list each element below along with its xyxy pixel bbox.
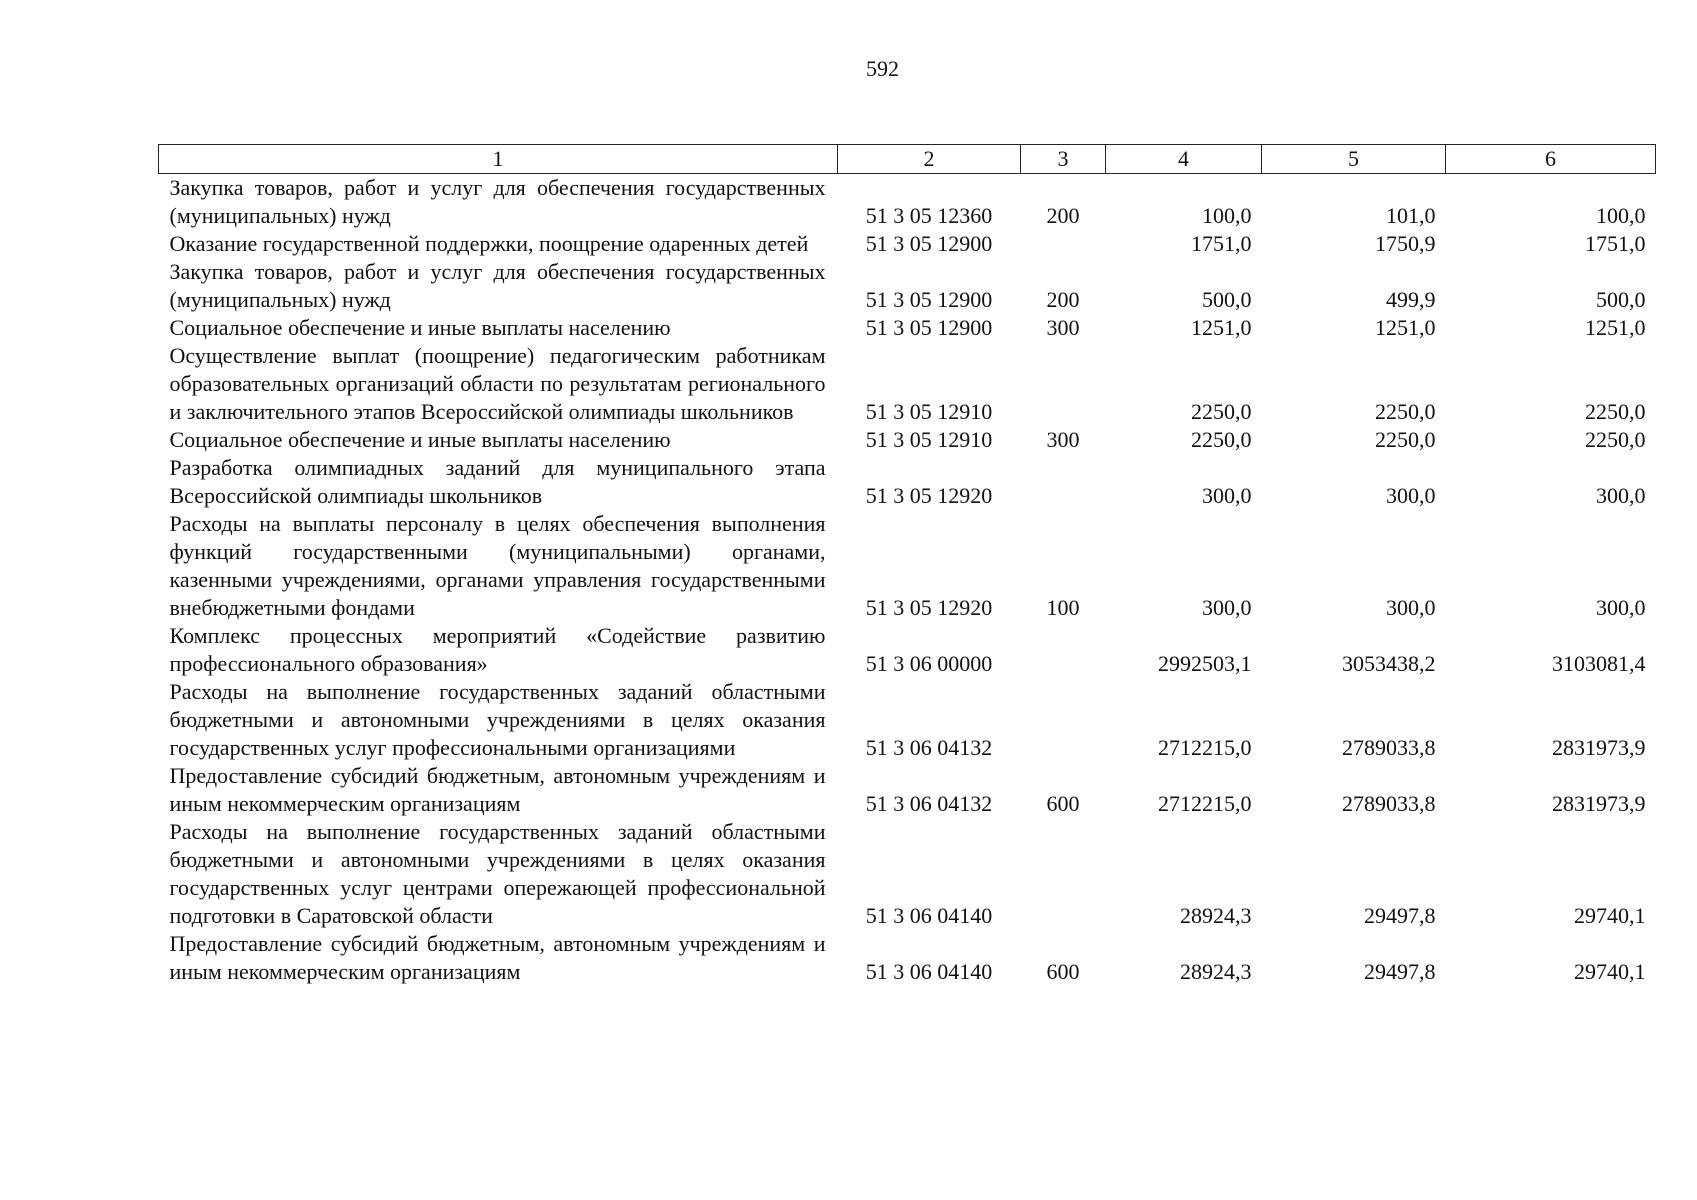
row-amount-col6: 2831973,9: [1552, 735, 1646, 760]
table-row: [159, 230, 1656, 258]
page-number: 592: [866, 56, 899, 81]
header-row: [159, 145, 1656, 174]
row-description: Осуществление выплат (поощрение) педагогическим работникам образовательных организаций области по результатам регионального и заключительного этапов Всероссийской олимпиады школьников: [169, 343, 826, 424]
row-amount-col5: 2789033,8: [1342, 791, 1436, 816]
row-description: Разработка олимпиадных заданий для муниципального этапа Всероссийской олимпиады школьников: [169, 455, 826, 508]
row-amount-col4: 2992503,1: [1158, 651, 1252, 676]
row-expense-type: [1021, 342, 1106, 426]
row-amount-col6: 300,0: [1596, 595, 1646, 620]
row-target-code: 51 3 06 04132: [865, 735, 993, 760]
row-target-code: 51 3 05 12920: [865, 595, 993, 620]
row-expense-type: 300: [1046, 427, 1080, 452]
row-amount-col4: 2712215,0: [1158, 791, 1252, 816]
row-expense-type: 200: [1046, 287, 1080, 312]
row-amount-col4: 28924,3: [1180, 903, 1252, 928]
table-row: [159, 174, 1656, 231]
row-amount-col5: 2789033,8: [1342, 735, 1436, 760]
row-amount-col5: 2250,0: [1375, 427, 1436, 452]
column-header-5: 5: [1262, 145, 1446, 174]
row-expense-type: 600: [1046, 791, 1080, 816]
row-amount-col6: 3103081,4: [1552, 651, 1646, 676]
table-body: [159, 174, 1656, 987]
table-row: [159, 762, 1656, 818]
row-amount-col4: 1251,0: [1191, 315, 1252, 340]
table-row: [159, 426, 1656, 454]
row-amount-col5: 101,0: [1386, 203, 1436, 228]
table-row: [159, 454, 1656, 510]
row-target-code: 51 3 05 12920: [865, 483, 993, 508]
table-row: [159, 678, 1656, 762]
row-target-code: 51 3 06 04140: [865, 903, 993, 928]
row-expense-type: 300: [1046, 315, 1080, 340]
row-description: Оказание государственной поддержки, поощрение одаренных детей: [169, 231, 809, 256]
row-target-code: 51 3 05 12900: [865, 315, 993, 340]
row-target-code: 51 3 05 12910: [865, 427, 993, 452]
row-expense-type: [1021, 622, 1106, 678]
row-amount-col4: 1751,0: [1191, 231, 1252, 256]
row-amount-col6: 500,0: [1596, 287, 1646, 312]
column-header-2: 2: [838, 145, 1021, 174]
row-description: Закупка товаров, работ и услуг для обеспечения государственных (муниципальных) нужд: [169, 259, 826, 312]
row-description: Социальное обеспечение и иные выплаты населению: [169, 427, 671, 452]
row-description: Расходы на выплаты персоналу в целях обеспечения выполнения функций государственными (муниципальными) органами, казенными учреждениями, органами управления государственными внебюджетными фондами: [169, 511, 826, 620]
row-amount-col5: 3053438,2: [1342, 651, 1436, 676]
table-row: [159, 818, 1656, 930]
budget-table: [158, 144, 1656, 986]
row-amount-col6: 2831973,9: [1552, 791, 1646, 816]
row-description: Предоставление субсидий бюджетным, автономным учреждениям и иным некоммерческим организациям: [169, 763, 826, 816]
row-description: Расходы на выполнение государственных заданий областными бюджетными и автономными учреждениями в целях оказания государственных услуг профессиональными организациями: [169, 679, 826, 760]
row-amount-col4: 2250,0: [1191, 399, 1252, 424]
row-description: Расходы на выполнение государственных заданий областными бюджетными и автономными учреждениями в целях оказания государственных услуг центрами опережающей профессиональной подготовки в Саратовской области: [169, 819, 826, 928]
row-amount-col5: 499,9: [1386, 287, 1436, 312]
row-description: Социальное обеспечение и иные выплаты населению: [169, 315, 671, 340]
row-target-code: 51 3 06 04140: [865, 959, 993, 984]
row-amount-col6: 100,0: [1596, 203, 1646, 228]
row-expense-type: 100: [1046, 595, 1080, 620]
column-header-4: 4: [1106, 145, 1262, 174]
row-amount-col6: 2250,0: [1585, 399, 1646, 424]
row-amount-col5: 1750,9: [1375, 231, 1436, 256]
row-expense-type: [1021, 818, 1106, 930]
table-row: [159, 622, 1656, 678]
row-amount-col5: 29497,8: [1364, 903, 1436, 928]
row-amount-col5: 1251,0: [1375, 315, 1436, 340]
row-amount-col6: 2250,0: [1585, 427, 1646, 452]
row-amount-col6: 300,0: [1596, 483, 1646, 508]
row-expense-type: [1021, 454, 1106, 510]
column-header-6: 6: [1446, 145, 1656, 174]
row-amount-col4: 2712215,0: [1158, 735, 1252, 760]
table-row: [159, 258, 1656, 314]
table-header: [159, 145, 1656, 174]
row-amount-col6: 1251,0: [1585, 315, 1646, 340]
row-amount-col4: 300,0: [1202, 483, 1252, 508]
column-header-1: 1: [159, 145, 838, 174]
table-row: [159, 342, 1656, 426]
row-expense-type: [1021, 678, 1106, 762]
table-row: [159, 314, 1656, 342]
row-amount-col5: 300,0: [1386, 595, 1436, 620]
row-amount-col5: 2250,0: [1375, 399, 1436, 424]
row-amount-col4: 300,0: [1202, 595, 1252, 620]
row-expense-type: 600: [1046, 959, 1080, 984]
row-expense-type: 200: [1046, 203, 1080, 228]
row-amount-col4: 28924,3: [1180, 959, 1252, 984]
row-target-code: 51 3 05 12360: [865, 203, 993, 228]
row-amount-col4: 2250,0: [1191, 427, 1252, 452]
row-expense-type: [1021, 230, 1106, 258]
table-row: [159, 930, 1656, 986]
row-amount-col6: 29740,1: [1574, 959, 1646, 984]
row-amount-col5: 300,0: [1386, 483, 1436, 508]
row-target-code: 51 3 06 00000: [865, 651, 993, 676]
row-description: Предоставление субсидий бюджетным, автономным учреждениям и иным некоммерческим организациям: [169, 931, 826, 984]
row-amount-col4: 100,0: [1202, 203, 1252, 228]
row-description: Комплекс процессных мероприятий «Содействие развитию профессионального образования»: [169, 623, 826, 676]
row-description: Закупка товаров, работ и услуг для обеспечения государственных (муниципальных) нужд: [169, 175, 826, 228]
table-row: [159, 510, 1656, 622]
row-target-code: 51 3 05 12900: [865, 287, 993, 312]
row-target-code: 51 3 06 04132: [865, 791, 993, 816]
row-target-code: 51 3 05 12900: [865, 231, 993, 256]
row-amount-col6: 1751,0: [1585, 231, 1646, 256]
row-amount-col6: 29740,1: [1574, 903, 1646, 928]
row-amount-col4: 500,0: [1202, 287, 1252, 312]
column-header-3: 3: [1021, 145, 1106, 174]
row-amount-col5: 29497,8: [1364, 959, 1436, 984]
row-target-code: 51 3 05 12910: [865, 399, 993, 424]
